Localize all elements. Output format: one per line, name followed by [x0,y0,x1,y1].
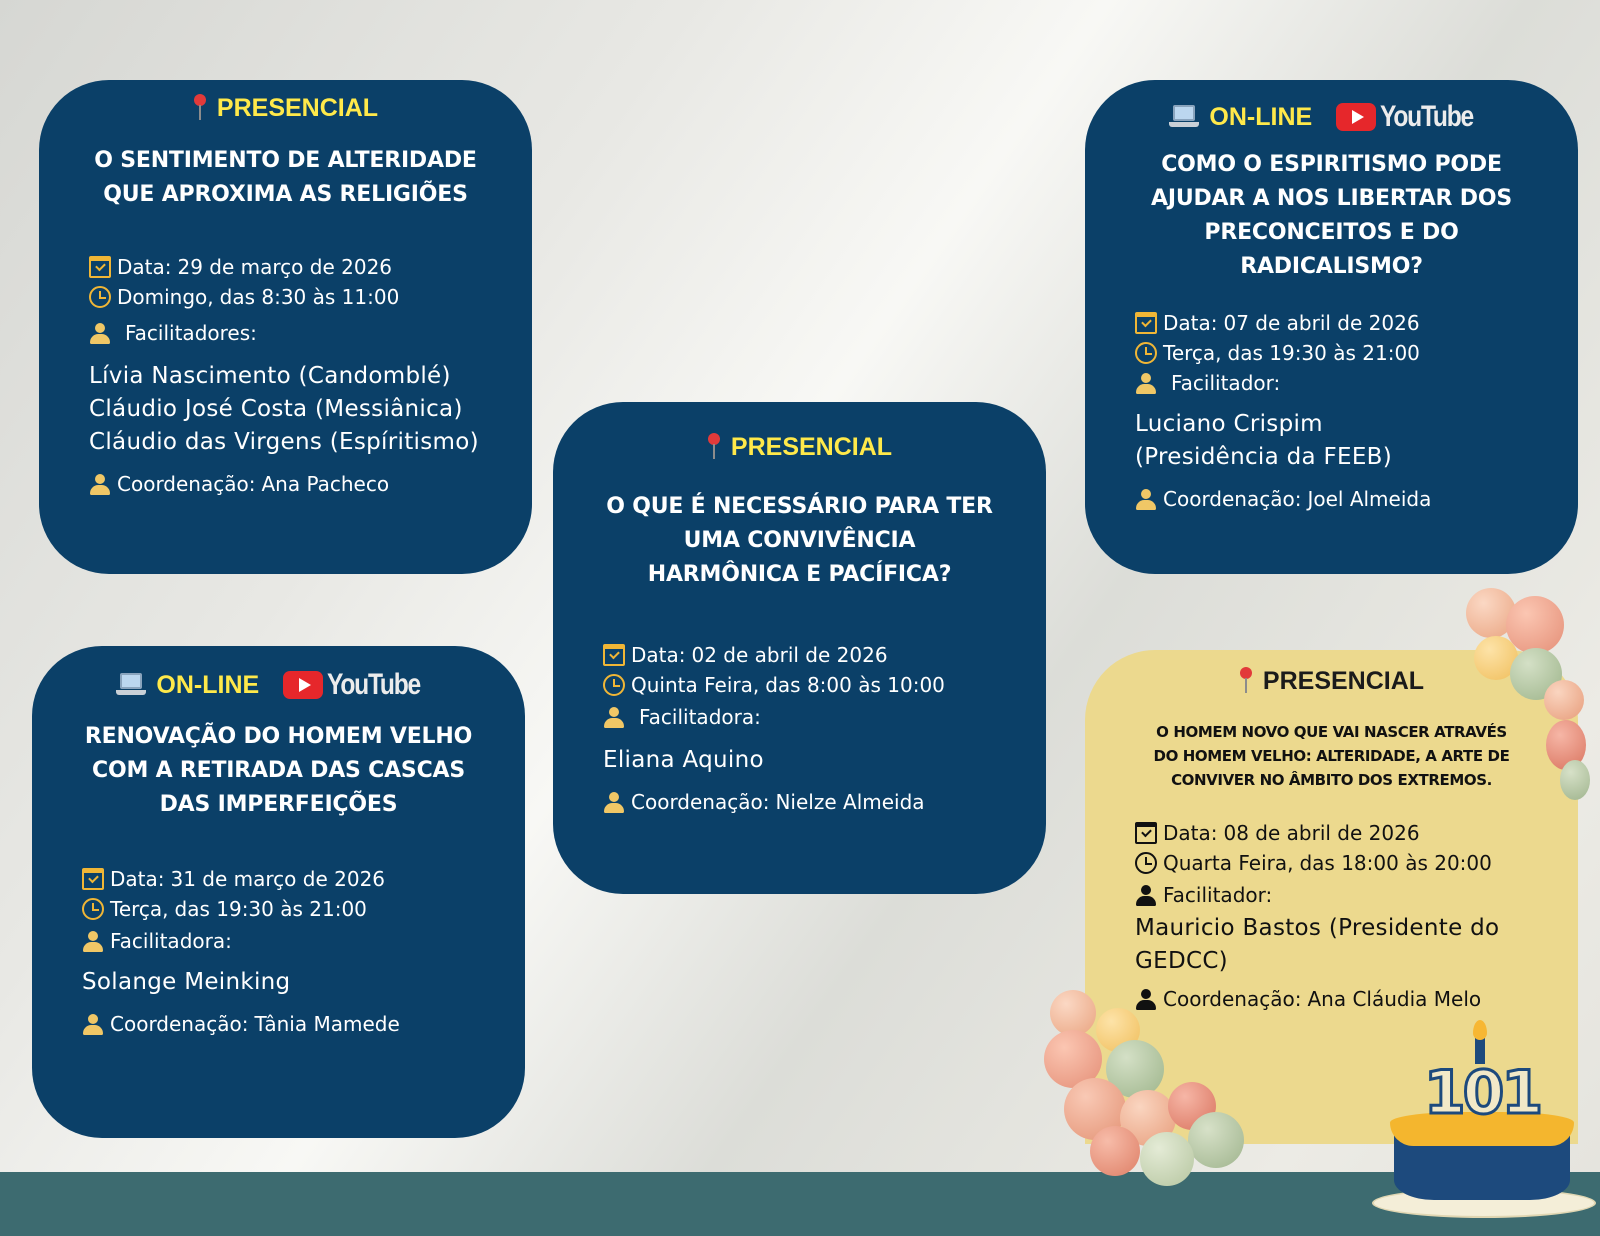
title-line: QUE APROXIMA AS RELIGIÕES [103,182,468,207]
facilitator-names [1135,408,1431,474]
time-value: das 8:30 às 11:00 [219,285,400,309]
title-line: HARMÔNICA E PACÍFICA? [647,562,952,587]
map-pin-icon [707,433,721,461]
card-title [565,490,1035,592]
date-row [603,640,945,670]
date-value: 08 de abril de 2026 [1223,821,1420,845]
date-value: 31 de março de 2026 [170,867,386,891]
facilitator-name: Luciano Crispim [1135,411,1323,437]
coord-row [1135,484,1431,514]
anniversary-number: 101 [1423,1058,1541,1128]
balloon-icon [1140,1132,1194,1186]
facilitator-name: Solange Meinking [82,969,291,995]
title-line: AJUDAR A NOS LIBERTAR DOS [1151,186,1512,211]
facilitator-name: Eliana Aquino [603,747,764,773]
date-label: Data: [1163,821,1218,845]
balloon-icon [1188,1112,1244,1168]
role-label: Facilitador: [1163,883,1273,907]
day-label: Quinta Feira, [631,673,760,697]
date-value: 29 de março de 2026 [177,255,393,279]
card-badge [553,430,1046,464]
map-pin-icon [193,94,207,122]
title-line: PRECONCEITOS E DO [1204,220,1459,245]
coord-value: Tânia Mamede [254,1012,400,1036]
date-label: Data: [117,255,172,279]
time-row [1135,848,1499,878]
map-pin-icon [1239,667,1253,695]
coord-row [1135,984,1499,1014]
time-value: das 18:00 às 20:00 [1299,851,1492,875]
coord-row [82,1009,400,1039]
calendar-icon [1135,312,1157,334]
balloon-icon [1560,760,1590,800]
facilitator-name: (Presidência da FEEB) [1135,444,1393,470]
clock-icon [603,674,625,696]
facilitator-name: Mauricio Bastos (Presidente do [1135,915,1500,941]
calendar-icon [1135,822,1157,844]
facilitator-name: Cláudio José Costa (Messiânica) [89,396,463,422]
day-label: Domingo, [117,285,214,309]
event-card-1 [39,80,532,574]
youtube-wordmark: YouTube [327,668,421,701]
time-row [89,282,479,312]
bottom-band [0,1172,1600,1236]
balloon-icon [1090,1126,1140,1176]
card-title [1097,148,1567,284]
clock-icon [89,286,111,308]
title-line: CONVIVER NO ÂMBITO DOS EXTREMOS. [1171,771,1492,789]
coord-label: Coordenação: [1163,487,1302,511]
badge-label: PRESENCIAL [216,93,379,122]
title-line: UMA CONVIVÊNCIA [683,528,916,553]
time-row [82,894,400,924]
facilitator-names [1135,912,1499,978]
youtube-logo [1336,100,1493,134]
day-label: Terça, [110,897,169,921]
title-line: COMO O ESPIRITISMO PODE [1161,152,1502,177]
coord-label: Coordenação: [110,1012,249,1036]
title-line: COM A RETIRADA DAS CASCAS [92,758,465,783]
person-icon [89,473,111,495]
balloon-icon [1544,680,1584,720]
card-badge [1085,100,1578,134]
person-icon [82,1013,104,1035]
date-row [82,864,400,894]
role-label: Facilitadora: [110,929,232,953]
card-badge [32,668,525,702]
person-icon [603,706,625,728]
youtube-play-icon [1336,103,1376,131]
time-value: das 8:00 às 10:00 [765,673,945,697]
youtube-wordmark: YouTube [1380,100,1474,133]
badge-label: ON-LINE [1209,102,1313,131]
date-value: 07 de abril de 2026 [1223,311,1420,335]
youtube-play-icon [283,671,323,699]
coord-row [603,787,945,817]
role-row [603,702,945,732]
person-icon [1135,884,1157,906]
role-label: Facilitadores: [125,321,257,345]
title-line: RENOVAÇÃO DO HOMEM VELHO [84,724,473,749]
event-card-4 [32,646,525,1138]
coord-label: Coordenação: [631,790,770,814]
date-label: Data: [631,643,686,667]
youtube-logo [283,668,440,702]
person-icon [82,930,104,952]
calendar-icon [89,256,111,278]
date-label: Data: [110,867,165,891]
coord-value: Ana Cláudia Melo [1307,987,1482,1011]
date-label: Data: [1163,311,1218,335]
title-line: DO HOMEM VELHO: ALTERIDADE, A ARTE DE [1153,747,1510,765]
role-row [1135,880,1499,910]
date-row [89,252,479,282]
badge-label: ON-LINE [156,670,260,699]
person-icon [1135,988,1157,1010]
person-icon [1135,372,1157,394]
balloon-icon [1506,596,1564,654]
title-line: DAS IMPERFEIÇÕES [159,792,398,817]
laptop-icon [116,673,146,697]
card-badge [39,92,532,124]
person-icon [603,791,625,813]
time-value: das 19:30 às 21:00 [174,897,367,921]
role-row [1135,368,1431,398]
event-card-2 [1085,80,1578,574]
date-value: 02 de abril de 2026 [691,643,888,667]
card-title [39,720,519,822]
coord-row [89,469,479,499]
person-icon [89,322,111,344]
facilitator-name: Lívia Nascimento (Candomblé) [89,363,451,389]
event-info [603,640,945,817]
time-row [603,670,945,700]
badge-label: PRESENCIAL [730,432,893,461]
role-label: Facilitadora: [639,705,761,729]
birthday-cake-icon [1372,1020,1592,1220]
calendar-icon [82,868,104,890]
card-title [1092,720,1572,792]
facilitator-name: Cláudio das Virgens (Espíritismo) [89,429,479,455]
title-line: O SENTIMENTO DE ALTERIDADE [94,148,477,173]
event-info [82,864,400,1039]
calendar-icon [603,644,625,666]
time-row [1135,338,1431,368]
title-line: O HOMEM NOVO QUE VAI NASCER ATRAVÉS [1156,723,1507,741]
role-label: Facilitador: [1171,371,1281,395]
event-info [1135,818,1499,1014]
facilitator-names [82,966,400,999]
coord-label: Coordenação: [117,472,256,496]
time-value: das 19:30 às 21:00 [1227,341,1420,365]
title-line: O QUE É NECESSÁRIO PARA TER [606,494,993,519]
event-info [1135,308,1431,514]
coord-value: Nielze Almeida [775,790,925,814]
clock-icon [1135,342,1157,364]
flame-icon [1473,1020,1487,1040]
date-row [1135,818,1499,848]
laptop-icon [1169,105,1199,129]
coord-value: Ana Pacheco [261,472,390,496]
coord-value: Joel Almeida [1307,487,1432,511]
clock-icon [1135,852,1157,874]
role-row [82,926,400,956]
badge-label: PRESENCIAL [1262,666,1425,695]
event-info [89,252,479,499]
facilitator-names [89,360,479,459]
day-label: Terça, [1163,341,1222,365]
role-row [89,318,479,348]
facilitator-name: GEDCC) [1135,948,1228,974]
title-line: RADICALISMO? [1240,254,1423,279]
card-title [56,144,516,212]
clock-icon [82,898,104,920]
coord-label: Coordenação: [1163,987,1302,1011]
event-card-3 [553,402,1046,894]
day-label: Quarta Feira, [1163,851,1294,875]
date-row [1135,308,1431,338]
person-icon [1135,488,1157,510]
facilitator-names [603,744,945,777]
